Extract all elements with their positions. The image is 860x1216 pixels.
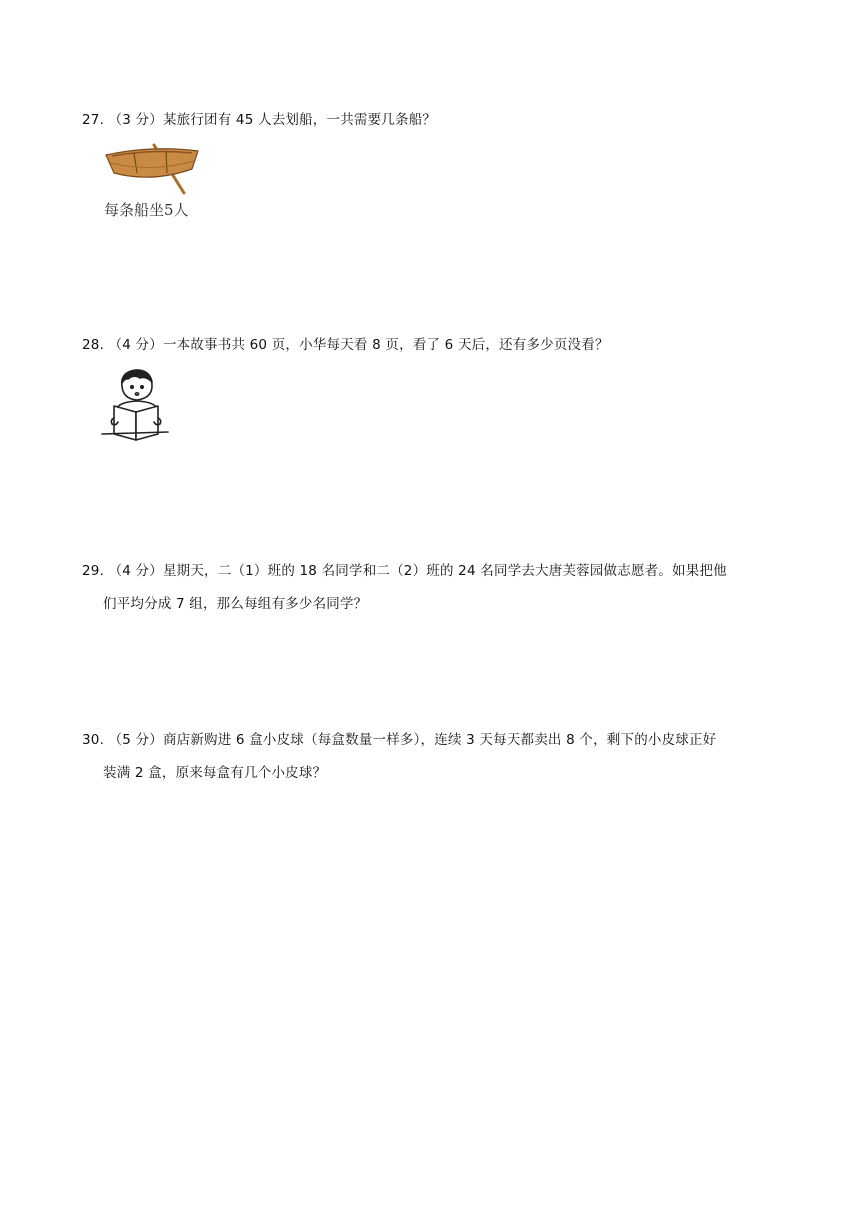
question-27-text: 27. （3 分）某旅行团有 45 人去划船，一共需要几条船？	[82, 112, 437, 128]
boat-caption: 每条船坐5人	[104, 201, 189, 219]
question-30-text-line1: 30. （5 分）商店新购进 6 盒小皮球（每盒数量一样多），连续 3 天每天都卖出 8 个，剩下的小皮球正好	[82, 732, 717, 748]
question-28-text: 28. （4 分）一本故事书共 60 页，小华每天看 8 页，看了 6 天后，还有多少页没看？	[82, 337, 609, 353]
rowboat-icon	[104, 143, 200, 199]
boy-reading-icon	[100, 366, 170, 444]
question-29-text-line2: 们平均分成 7 组，那么每组有多少名同学？	[103, 596, 368, 612]
question-30-text-line2: 装满 2 盒，原来每盒有几个小皮球？	[103, 765, 327, 781]
question-29-text-line1: 29. （4 分）星期天，二（1）班的 18 名同学和二（2）班的 24 名同学去大唐芙蓉园做志愿者。如果把他	[82, 563, 727, 579]
